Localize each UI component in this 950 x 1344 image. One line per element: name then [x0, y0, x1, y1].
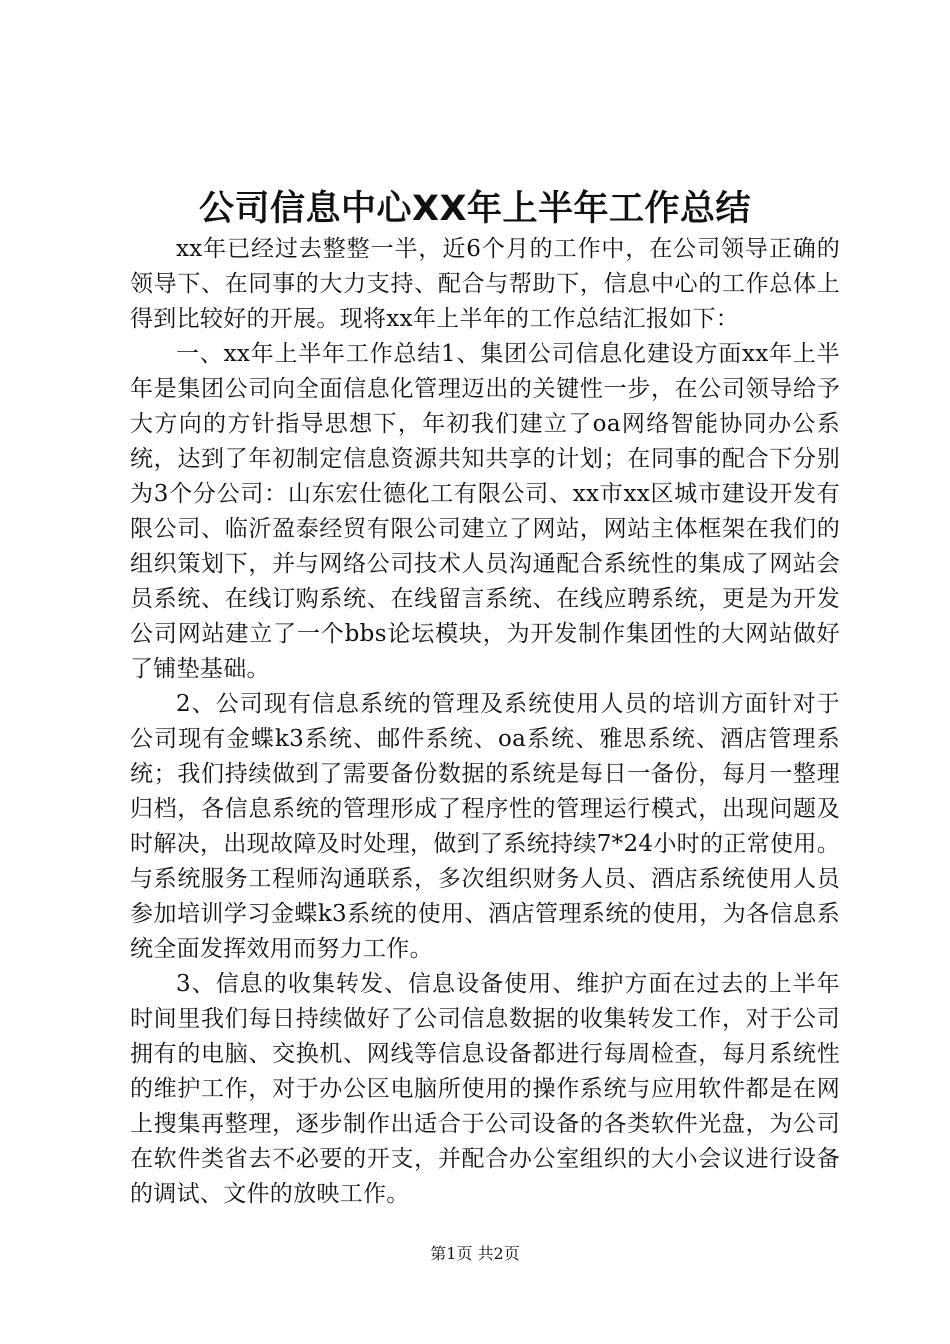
paragraph-section-2: 2、公司现有信息系统的管理及系统使用人员的培训方面针对于公司现有金蝶k3系统、邮件系统、oa系统、雅思系统、酒店管理系统；我们持续做到了需要备份数据的系统是每日一备份，每月一整理归档，各信息系统的管理形成了程序性的管理运行模式，出现问题及时解决，出现故障及时处理，做到了系统持续7*24小时的正常使用。与系统服务工程师沟通联系，多次组织财务人员、酒店系统使用人员参加培训学习金蝶k3系统的使用、酒店管理系统的使用，为各信息系统全面发挥效用而努力工作。: [130, 691, 840, 962]
document-body: [130, 232, 840, 1212]
document-title: 公司信息中心XX年上半年工作总结: [199, 189, 751, 229]
paragraph-intro: xx年已经过去整整一半，近6个月的工作中，在公司领导正确的领导下、在同事的大力支持、配合与帮助下，信息中心的工作总体上得到比较好的开展。现将xx年上半年的工作总结汇报如下：: [130, 236, 840, 332]
paragraph-section-3: 3、信息的收集转发、信息设备使用、维护方面在过去的上半年时间里我们每日持续做好了公司信息数据的收集转发工作，对于公司拥有的电脑、交换机、网线等信息设备都进行每周检查，每月系统性的维护工作，对于办公区电脑所使用的操作系统与应用软件都是在网上搜集再整理，逐步制作出适合于公司设备的各类软件光盘，为公司在软件类省去不必要的开支，并配合办公室组织的大小会议进行设备的调试、文件的放映工作。: [130, 971, 840, 1207]
paragraph-section-1: 一、xx年上半年工作总结1、集团公司信息化建设方面xx年上半年是集团公司向全面信息化管理迈出的关键性一步，在公司领导给予大方向的方针指导思想下，年初我们建立了oa网络智能协同办公系统，达到了年初制定信息资源共知共享的计划；在同事的配合下分别为3个分公司：山东宏仕德化工有限公司、xx市xx区城市建设开发有限公司、临沂盈泰经贸有限公司建立了网站，网站主体框架在我们的组织策划下，并与网络公司技术人员沟通配合系统性的集成了网站会员系统、在线订购系统、在线留言系统、在线应聘系统，更是为开发公司网站建立了一个bbs论坛模块，为开发制作集团性的大网站做好了铺垫基础。: [130, 341, 840, 682]
page-number-footer: 第1页 共2页: [430, 1244, 520, 1263]
